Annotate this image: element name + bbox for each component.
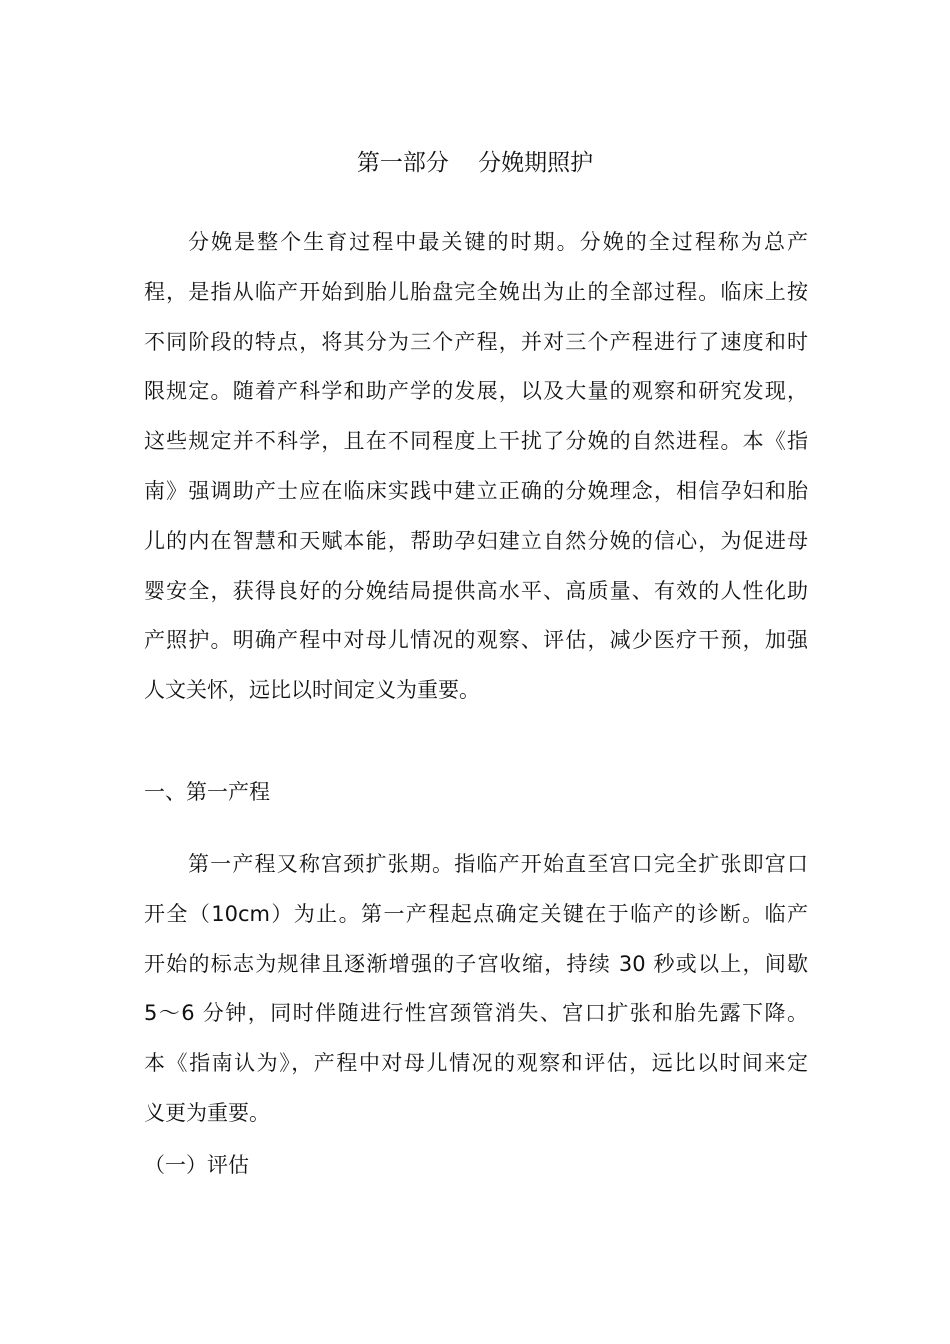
subsection-heading-assessment: （一）评估 [144, 1153, 249, 1177]
intro-line-9: 产照护。明确产程中对母儿情况的观察、评估，减少医疗干预，加强 [144, 628, 808, 653]
section-heading-first-stage: 一、第一产程 [144, 780, 270, 804]
first-stage-line-6: 义更为重要。 [144, 1100, 270, 1125]
intro-line-2: 程，是指从临产开始到胎儿胎盘完全娩出为止的全部过程。临床上按 [144, 279, 808, 304]
intro-line-7: 儿的内在智慧和天赋本能，帮助孕妇建立自然分娩的信心，为促进母 [144, 528, 808, 553]
first-stage-line-2: 开全（10cm）为止。第一产程起点确定关键在于临产的诊断。临产 [144, 901, 808, 926]
first-stage-line-5: 本《指南认为》，产程中对母儿情况的观察和评估，远比以时间来定 [144, 1051, 808, 1076]
intro-line-1: 分娩是整个生育过程中最关键的时期。分娩的全过程称为总产 [188, 230, 808, 254]
intro-line-10: 人文关怀，远比以时间定义为重要。 [144, 678, 480, 703]
intro-line-5: 这些规定并不科学，且在不同程度上干扰了分娩的自然进程。本《指 [144, 429, 808, 454]
intro-line-3: 不同阶段的特点，将其分为三个产程，并对三个产程进行了速度和时 [144, 329, 808, 354]
intro-line-4: 限规定。随着产科学和助产学的发展，以及大量的观察和研究发现， [144, 379, 808, 404]
intro-line-6: 南》强调助产士应在临床实践中建立正确的分娩理念，相信孕妇和胎 [144, 478, 808, 503]
intro-paragraph [144, 218, 808, 716]
first-stage-line-4: 5～6 分钟，同时伴随进行性宫颈管消失、宫口扩张和胎先露下降。 [144, 1001, 808, 1026]
document-title: 第一部分 分娩期照护 [356, 150, 594, 176]
first-stage-line-3: 开始的标志为规律且逐渐增强的子宫收缩，持续 30 秒或以上，间歇 [144, 951, 808, 976]
intro-line-8: 婴安全，获得良好的分娩结局提供高水平、高质量、有效的人性化助 [144, 578, 808, 603]
first-stage-paragraph [144, 840, 808, 1139]
first-stage-line-1: 第一产程又称宫颈扩张期。指临产开始直至宫口完全扩张即宫口 [188, 852, 808, 876]
